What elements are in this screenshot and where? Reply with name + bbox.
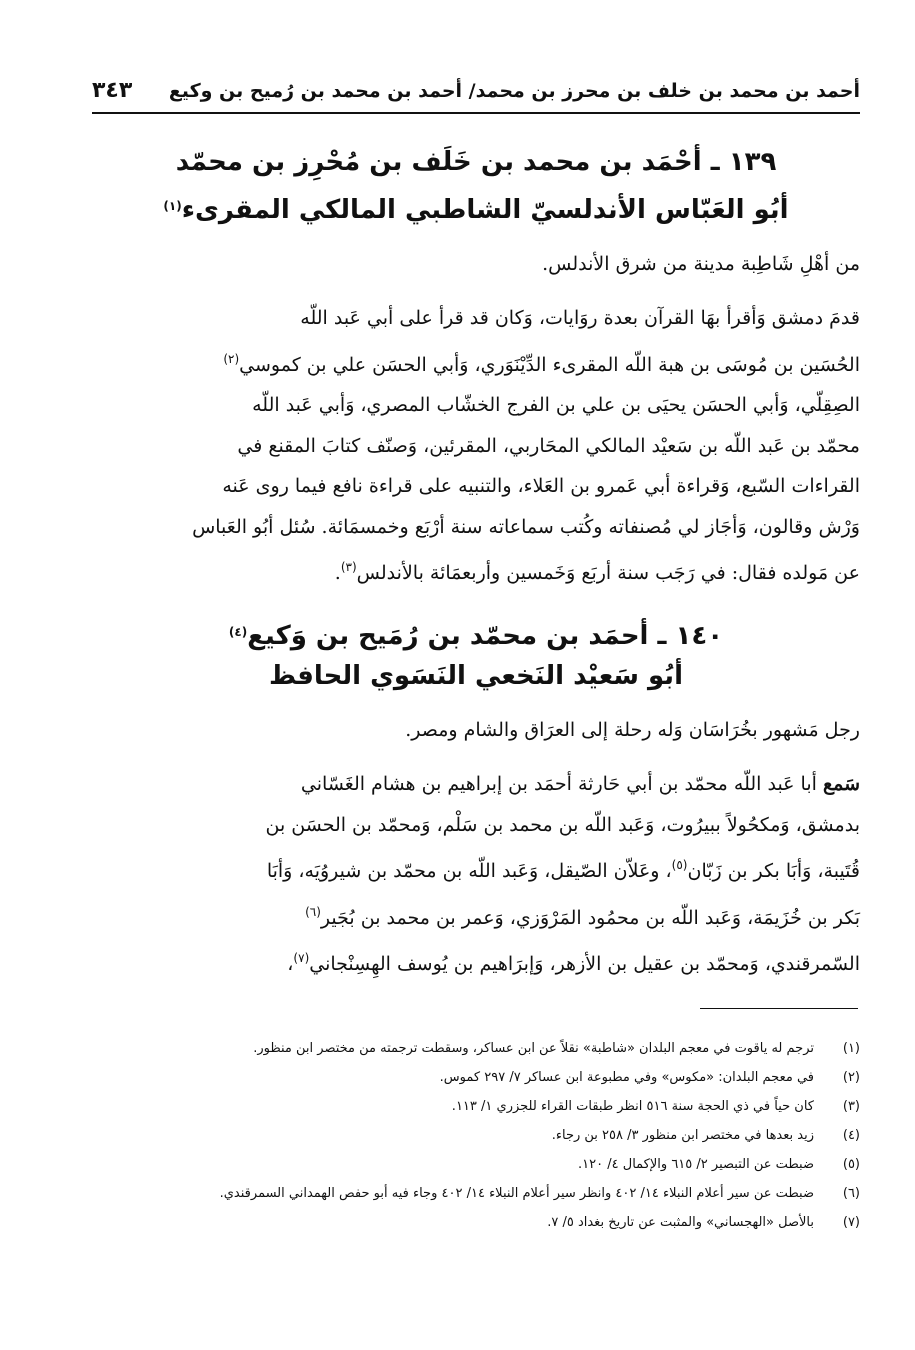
footnote-ref-6: (٦) [305,904,321,919]
footnote-number: (٢) [842,1070,860,1085]
footnote-item [96,1063,860,1092]
page-number: ٣٤٣ [92,78,133,103]
footnote-ref-3: (٣) [340,560,357,574]
footnote-item [96,1208,860,1237]
body-line: القراءات السّبع، وَقراءة أبي عَمرو بن العَلاء، والتنبيه على قراءة نافع فيما روى عَنه [222,475,860,497]
entry-139-body [96,298,860,594]
footnote-text: زيد بعدها في مختصر ابن منظور ٣/ ٢٥٨ بن رجاء. [551,1128,814,1143]
footnote-item [96,1034,860,1063]
entry-140-title [92,610,860,698]
footnote-text: بالأصل «الهجساني» والمثبت عن تاريخ بغداد ٥/ ٧. [547,1215,814,1230]
footnote-number: (١) [842,1041,860,1056]
footnote-ref-7: (٧) [293,951,310,965]
footnote-text: ضبطت عن التبصير ٢/ ٦١٥ والإكمال ٤/ ١٢٠. [578,1157,814,1172]
footnote-number: (٦) [842,1186,860,1201]
body-line [96,845,860,892]
footnote-text: في معجم البلدان: «مكوس» وفي مطبوعة ابن عساكر ٧/ ٢٩٧ كموس. [439,1070,814,1085]
footnote-separator [700,1008,858,1009]
entry-139-title [92,140,860,228]
body-line: وَرْش وقالون، وَأجَاز لي مُصنفاته وكُتب سماعاته سنة أرْبَع وخمسمَائة. سُئل أبُو العَباس [192,515,860,538]
body-line [96,547,860,594]
entry-140-intro [96,710,860,751]
footnote-text: ترجم له ياقوت في معجم البلدان «شاطبة» نقلاً عن ابن عساكر، وسقطت ترجمته من مختصر ابن منظور. [253,1041,814,1056]
body-line-text: ، وعَلاّن الصّيقل، وَعَبد اللّه بن محمّد بن شيروُيَه، وَأبَا [266,860,672,882]
footnote-item [96,1092,860,1121]
footnote-number: (٣) [842,1099,860,1114]
footnotes [96,1034,860,1237]
page-header [92,72,860,112]
body-line: الصِقِلّي، وَأبي الحسَن يحيَى بن علي بن الفرج الخشّاب المصري، وَأبي عَبد اللّه [252,394,860,416]
footnote-number: (٥) [842,1157,860,1172]
body-line-text: الحُسَين بن مُوسَى بن هبة اللّه المقرىء الدِّيْنَوَري، وَأبي الحسَن علي بن كموسي [239,353,860,376]
body-line-text: قُتَيبة، وَأبَا بكر بن زَبّان [687,860,860,882]
body-line [96,938,860,985]
entry-140-name [92,610,860,654]
body-line: بدمشق، وَمكحُولاً ببيرُوت، وَعَبد اللّه بن محمد بن سَلْم، وَمحمّد بن الحسَن بن [265,813,860,836]
footnote-item [96,1179,860,1208]
body-line [96,764,860,805]
footnote-ref-2: (٢) [223,351,240,366]
first-word: سَمع [822,773,860,795]
body-line [96,339,860,386]
entry-140-name-text: ١٤٠ ـ أحمَد بن محمّد بن رُمَيح بن وَكيع [247,621,724,651]
entry-140-body [96,764,860,985]
body-line-text: السّمرقندي، وَمحمّد بن عقيل بن الأزهر، وَإبرَاهيم بن يُوسف الهِسِنْجاني [309,953,860,975]
period: . [334,562,341,584]
body-line-text: بَكر بن خُزَيمَة، وَعَبد اللّه بن محمُود المَرْوَزي، وَعمر بن محمد بن بُجَير [320,906,860,929]
footnote-ref-5: (٥) [671,858,688,872]
footnote-item [96,1121,860,1150]
comma: ، [287,953,294,975]
entry-139-intro-line: من أهْلِ شَاطِبة مدينة من شرق الأندلس. [542,253,860,275]
body-line-text: أبا عَبد اللّه محمّد بن أبي حَارثة أحمَد بن إبراهيم بن هشام الغَسّاني [300,773,817,795]
entry-140-intro-line: رجل مَشهور بخُرَاسَان وَله رحلة إلى العرَاق والشام ومصر. [405,719,860,741]
footnote-item [96,1150,860,1179]
footnote-text: كان حياً في ذي الحجة سنة ٥١٦ انظر طبقات القراء للجزري ١/ ١١٣. [451,1099,814,1114]
entry-139-kunya-text: أبُو العَبّاس الأندلسيّ الشاطبي المالكي المقرىء [181,195,789,225]
body-line [96,892,860,939]
footnote-ref-4: (٤) [228,625,248,639]
body-line: محمّد بن عَبد اللّه بن سَعيْد المالكي المحَاربي، المقرئين، وَصنّف كتابَ المقنع في [237,434,860,457]
header-rule [92,112,860,114]
footnote-number: (٤) [842,1128,860,1143]
footnote-number: (٧) [842,1215,860,1230]
entry-139-kunya [92,184,860,228]
footnote-ref-1: (١) [163,199,182,213]
body-line: قدمَ دمشق وَأقرأ بهَا القرآن بعدة روَايات، وَكان قد قرأ على أبي عَبد اللّه [300,307,860,329]
entry-139-intro [96,244,860,285]
running-title: أحمد بن محمد بن خلف بن محرز بن محمد/ أحمد بن محمد بن رُميح بن وكيع [168,80,860,102]
entry-139-name: ١٣٩ ـ أحْمَد بن محمد بن خَلَف بن مُحْرِز بن محمّد [175,147,777,177]
footnote-text: ضبطت عن سير أعلام النبلاء ١٤/ ٤٠٢ وانظر سير أعلام النبلاء ١٤/ ٤٠٢ وجاء فيه أبو حفص الهمداني السمرقندي. [219,1186,814,1201]
body-line-text: عن مَولده فقال: في رَجَب سنة أربَع وَخَمسين وأربعمَائة بالأندلس [356,562,860,584]
entry-140-kunya: أبُو سَعيْد النَخعي النَسَوي الحافظ [269,661,683,691]
